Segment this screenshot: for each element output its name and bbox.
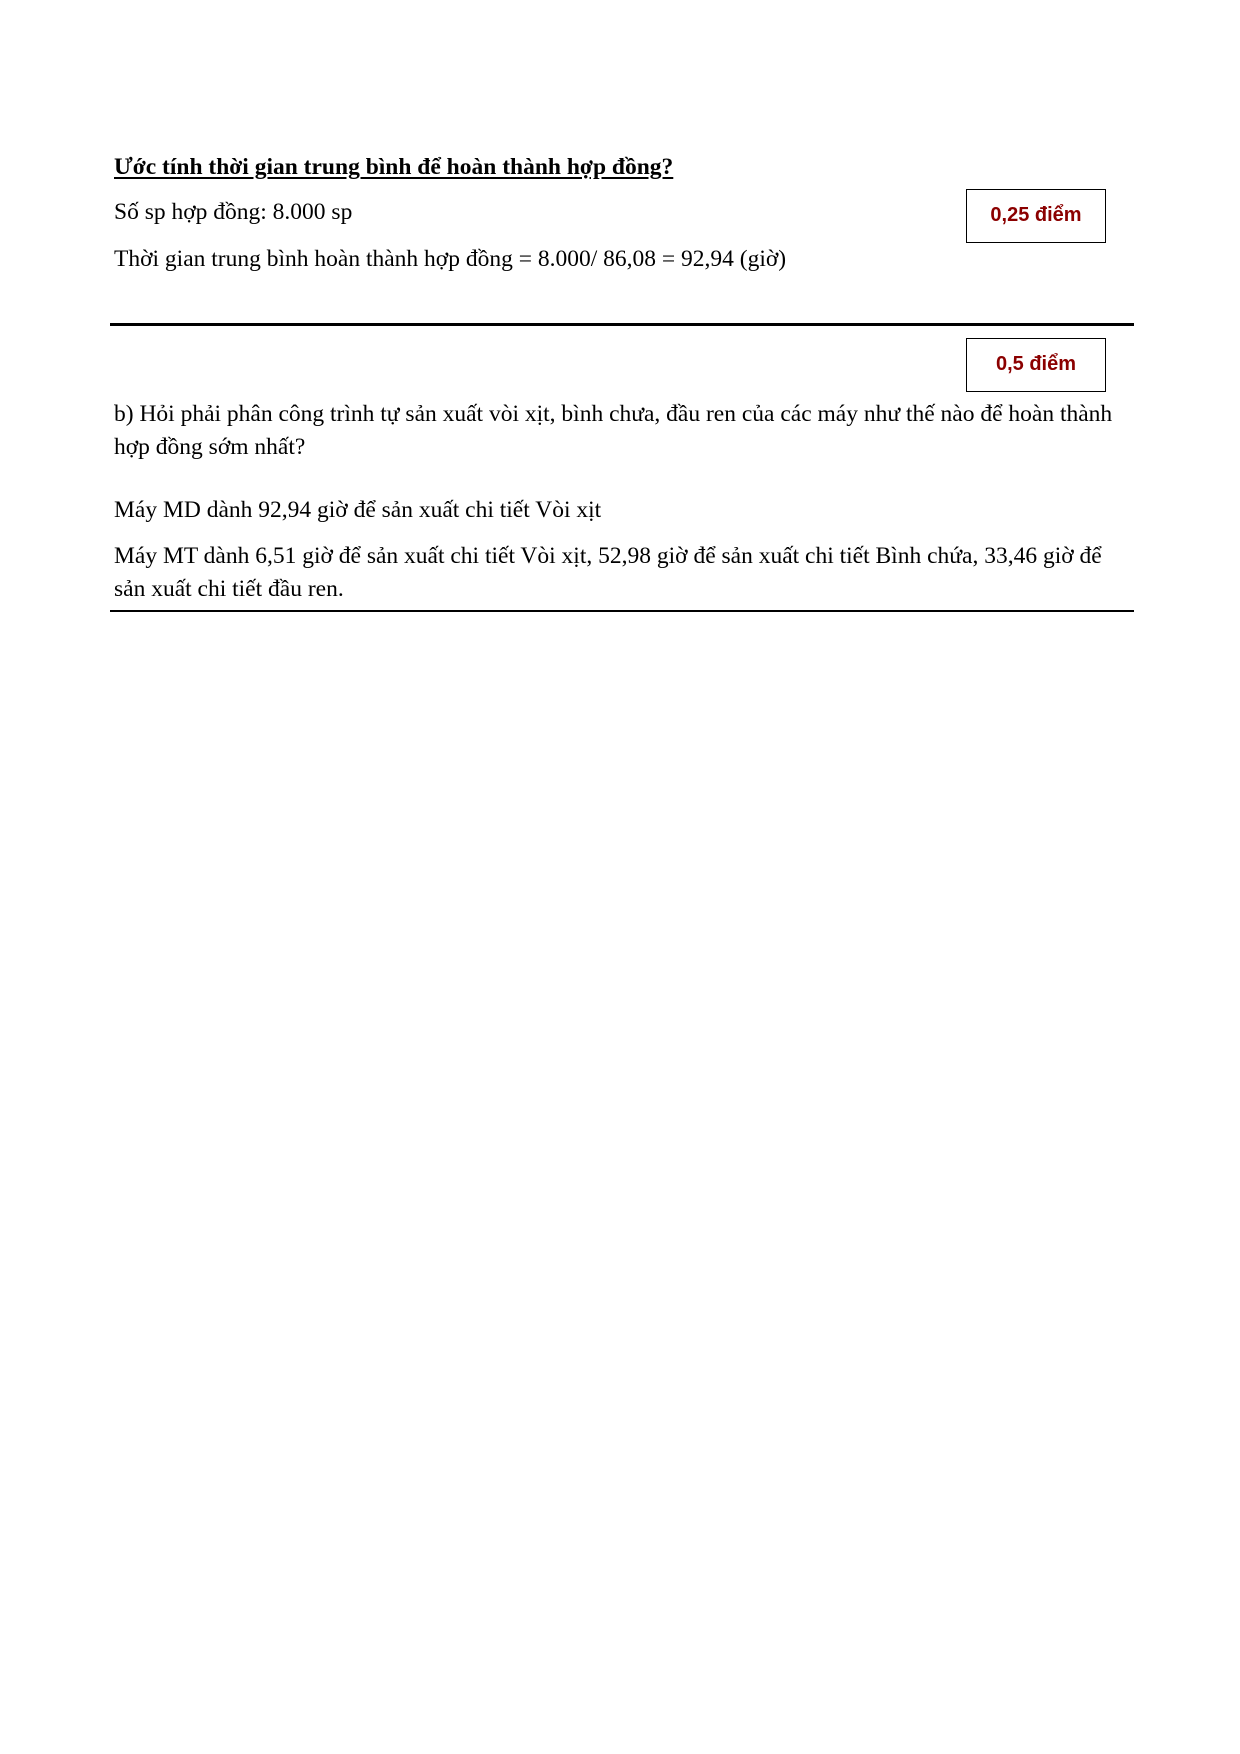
score-box-b — [966, 338, 1106, 392]
section-divider — [110, 323, 1134, 326]
answer-machine-md: Máy MD dành 92,94 giờ để sản xuất chi tiết Vòi xịt — [114, 497, 602, 523]
average-time-line: Thời gian trung bình hoàn thành hợp đồng = 8.000/ 86,08 = 92,94 (giờ) — [114, 246, 787, 272]
answer-machine-mt: Máy MT dành 6,51 giờ để sản xuất chi tiết Vòi xịt, 52,98 giờ để sản xuất chi tiết Bình chứa, 33,46 giờ để sản xuất chi tiết đầu ren. — [114, 543, 1102, 602]
contract-quantity-line: Số sp hợp đồng: 8.000 sp — [114, 199, 353, 225]
question-b: b) Hỏi phải phân công trình tự sản xuất vòi xịt, bình chưa, đầu ren của các máy như thế nào để hoàn thành hợp đồng sớm nhất? — [114, 401, 1113, 460]
score-box-a — [966, 189, 1106, 243]
score-label-b: 0,5 điểm — [995, 352, 1077, 375]
section-heading: Ước tính thời gian trung bình để hoàn thành hợp đồng? — [114, 154, 674, 180]
bottom-divider — [110, 610, 1134, 612]
score-label-a: 0,25 điểm — [990, 203, 1082, 226]
